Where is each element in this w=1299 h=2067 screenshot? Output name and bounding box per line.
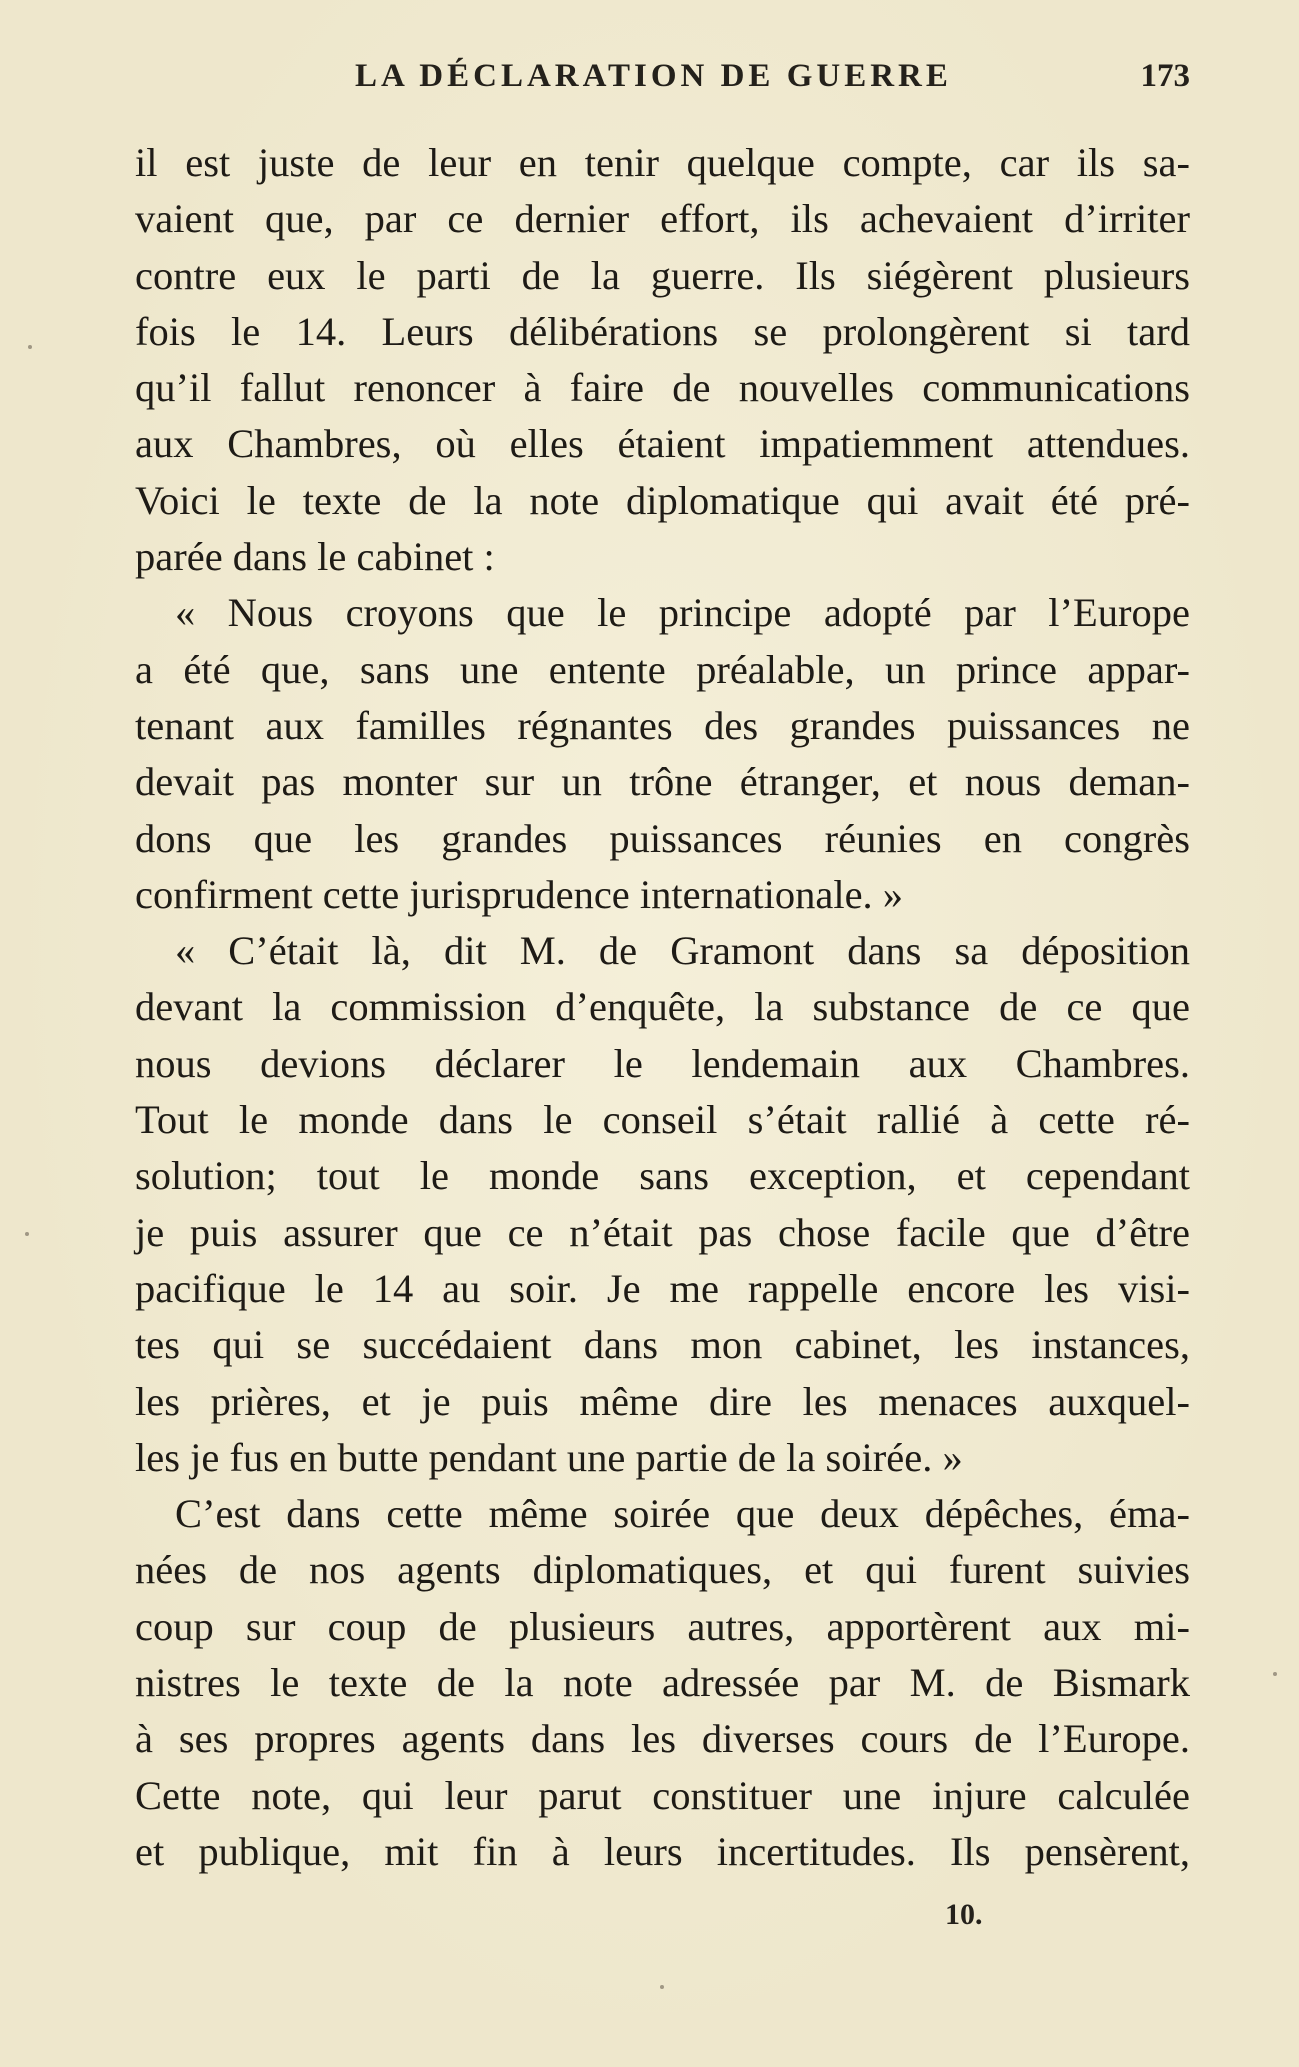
- text-line: parée dans le cabinet :: [135, 534, 495, 580]
- speck-mark: [660, 1985, 664, 1989]
- text-line: et publique, mit fin à leurs incertitudes. Ils pensèrent,: [135, 1828, 1190, 1874]
- text-line: confirment cette jurisprudence internationale. »: [135, 871, 904, 917]
- text-line: nées de nos agents diplomatiques, et qui furent suivies: [135, 1547, 1190, 1593]
- text-line: les prières, et je puis même dire les menaces auxquel-: [135, 1378, 1190, 1424]
- text-line: tenant aux familles régnantes des grandes puissances ne: [135, 702, 1190, 748]
- text-line: nous devions déclarer le lendemain aux Chambres.: [135, 1040, 1190, 1086]
- text-line: aux Chambres, où elles étaient impatiemment attendues.: [135, 421, 1190, 467]
- running-title: LA DÉCLARATION DE GUERRE: [355, 58, 952, 94]
- text-line: Tout le monde dans le conseil s’était rallié à cette ré-: [135, 1097, 1190, 1143]
- speck-mark: [1273, 1672, 1277, 1676]
- text-line: « Nous croyons que le principe adopté par l’Europe: [175, 590, 1190, 636]
- speck-mark: [25, 1232, 29, 1236]
- signature-mark: 10.: [945, 1898, 983, 1931]
- text-line: a été que, sans une entente préalable, un prince appar-: [135, 646, 1190, 692]
- speck-mark: [28, 345, 32, 349]
- text-line: Voici le texte de la note diplomatique qui avait été pré-: [135, 477, 1190, 523]
- text-line: à ses propres agents dans les diverses cours de l’Europe.: [135, 1716, 1190, 1762]
- text-line: qu’il fallut renoncer à faire de nouvelles communications: [135, 365, 1190, 411]
- page-number: 173: [1140, 58, 1190, 94]
- text-line: vaient que, par ce dernier effort, ils achevaient d’irriter: [135, 196, 1190, 242]
- text-line: dons que les grandes puissances réunies en congrès: [135, 815, 1190, 861]
- text-line: il est juste de leur en tenir quelque compte, car ils sa-: [135, 140, 1190, 185]
- text-line: devant la commission d’enquête, la substance de ce que: [135, 984, 1190, 1030]
- text-line: pacifique le 14 au soir. Je me rappelle encore les visi-: [135, 1265, 1190, 1311]
- body-text: [135, 135, 1190, 1880]
- text-line: les je fus en butte pendant une partie de la soirée. »: [135, 1434, 963, 1480]
- text-line: contre eux le parti de la guerre. Ils siégèrent plusieurs: [135, 252, 1190, 298]
- text-line: je puis assurer que ce n’était pas chose facile que d’être: [135, 1209, 1190, 1255]
- text-line: fois le 14. Leurs délibérations se prolongèrent si tard: [135, 308, 1190, 354]
- text-line: solution; tout le monde sans exception, et cependant: [135, 1153, 1190, 1199]
- text-line: coup sur coup de plusieurs autres, apportèrent aux mi-: [135, 1603, 1190, 1649]
- text-line: « C’était là, dit M. de Gramont dans sa déposition: [175, 928, 1190, 974]
- text-line: C’est dans cette même soirée que deux dépêches, éma-: [175, 1491, 1190, 1537]
- page-header: [135, 58, 1190, 108]
- text-line: tes qui se succédaient dans mon cabinet, les instances,: [135, 1322, 1190, 1368]
- text-line: nistres le texte de la note adressée par M. de Bismark: [135, 1660, 1190, 1706]
- text-line: devait pas monter sur un trône étranger, et nous deman-: [135, 759, 1190, 805]
- text-line: Cette note, qui leur parut constituer une injure calculée: [135, 1772, 1190, 1818]
